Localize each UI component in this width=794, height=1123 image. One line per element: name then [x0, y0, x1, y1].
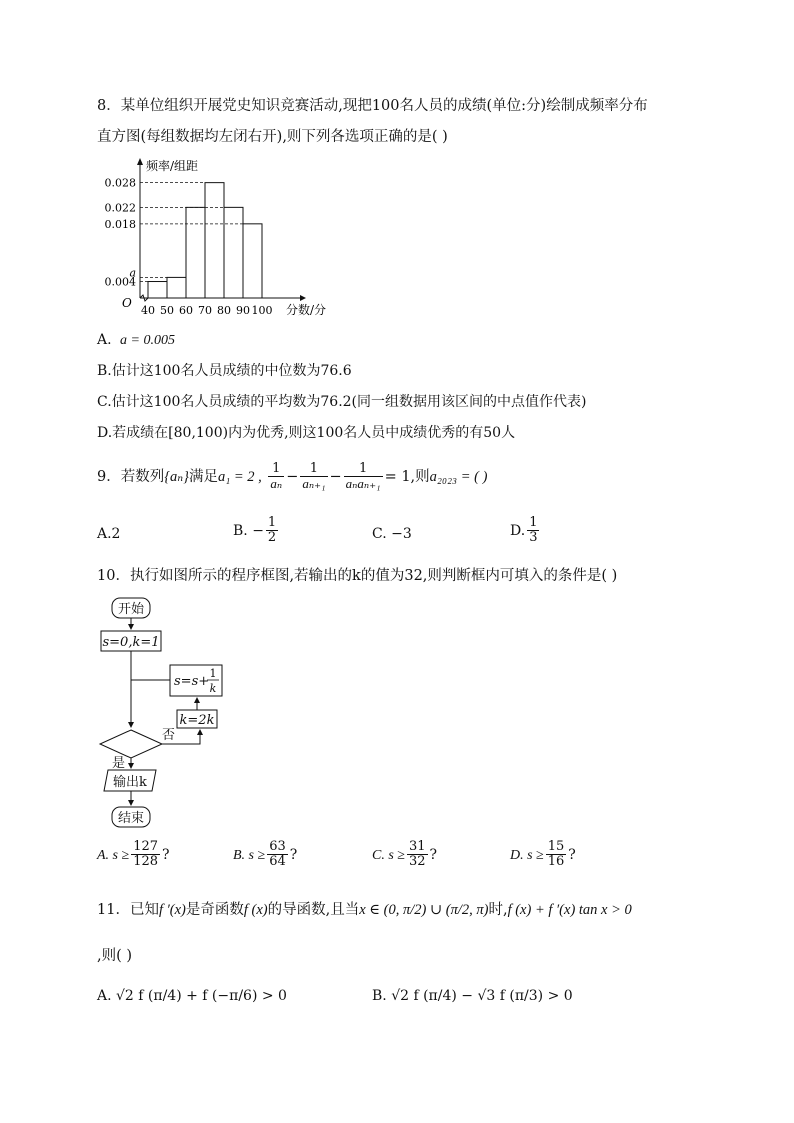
y-axis-label: 频率/组距 — [146, 159, 199, 173]
q11-option-a: A. √2 f (π/4) + f (−π/6) > 0 — [97, 988, 287, 1004]
q10-option-c: C. s ≥ $\frac{31}{32}$ ? — [372, 839, 438, 870]
flow-output-label: 输出k — [113, 775, 147, 790]
x-tick-label: 100 — [251, 304, 273, 317]
q9-frac-3: $\frac{1}{\text{aₙaₙ₊₁}}$ — [345, 461, 381, 492]
histogram-bar — [186, 207, 205, 298]
flow-update-s-num: 1 — [209, 667, 217, 680]
y-tick-label: 0.028 — [104, 176, 136, 190]
x-tick-label: 90 — [236, 304, 250, 317]
flow-update-s-den: k — [209, 682, 217, 695]
y-axis-arrow — [137, 158, 143, 165]
q9-option-c: C. −3 — [372, 526, 412, 542]
x-tick-label: 70 — [198, 304, 212, 317]
x-tick-label: 80 — [217, 304, 231, 317]
q8-option-a-label: A. — [97, 332, 112, 348]
flow-start-label: 开始 — [117, 602, 145, 617]
q9-a1: a₁ = 2 , — [217, 468, 262, 485]
q8-option-b: B.估计这100名人员成绩的中位数为76.6 — [97, 363, 352, 379]
q9-frac-1: $\frac{1}{\text{aₙ}}$ — [270, 461, 283, 492]
flow-init-label: s=0,k=1 — [102, 635, 160, 650]
q8-option-d: D.若成绩在[80,100)内为优秀,则这100名人员中成绩优秀的有50人 — [97, 425, 516, 441]
y-tick-label: 0.018 — [104, 217, 136, 231]
y-tick-label: 0.004 — [104, 275, 136, 289]
flow-end-label: 结束 — [117, 811, 145, 826]
x-axis-label: 分数/分 — [286, 303, 327, 317]
q9-target: a₂₀₂₃ = ( ) — [429, 468, 488, 485]
q11-stem-line2: ,则( ) — [97, 948, 133, 964]
q9-prefix: 9．若数列 — [97, 468, 165, 485]
q10-option-d: D. s ≥ $\frac{15}{16}$ ? — [510, 839, 576, 870]
frequency-histogram — [90, 155, 350, 320]
q9-stem: 9．若数列{aₙ}满足a₁ = 2 , $\frac{1}{\text{aₙ}}$ − $\frac{1}{\text{aₙ₊₁}}$ − $\frac{1}{\text{aₙaₙ₊₁}}$ = 1,则a₂₀₂₃ = ( ) — [97, 461, 488, 492]
x-tick-label: 50 — [160, 304, 174, 317]
flow-no-label: 否 — [162, 728, 176, 743]
q9-sequence: {aₙ} — [164, 468, 189, 485]
x-tick-label: 60 — [179, 304, 193, 317]
q8-stem-line2: 直方图(每组数据均左闭右开),则下列各选项正确的是( ) — [97, 129, 448, 145]
histogram-bar — [167, 277, 186, 298]
q11-option-b: B. √2 f (π/4) − √3 f (π/3) > 0 — [372, 988, 573, 1004]
histogram-bar — [148, 282, 167, 298]
x-axis-arrow — [300, 295, 306, 301]
q9-mid: 满足 — [188, 468, 218, 485]
q9-option-d: D. $\frac{1}{3}$ — [510, 515, 538, 546]
y-tick-label: 0.022 — [104, 201, 136, 215]
q10-option-a: A. s ≥ $\frac{127}{128}$ ? — [97, 839, 170, 870]
q10-option-b: B. s ≥ $\frac{63}{64}$ ? — [233, 839, 298, 870]
histogram-bar — [205, 183, 224, 298]
q9-eq: = 1,则 — [384, 468, 430, 485]
origin-label: O — [122, 296, 132, 310]
flow-yes-label: 是 — [112, 756, 126, 771]
histogram-bar — [243, 224, 262, 298]
program-flowchart — [92, 595, 232, 835]
q9-frac-2: $\frac{1}{\text{aₙ₊₁}}$ — [302, 461, 326, 492]
q8-option-a-expr: a = 0.005 — [120, 333, 175, 348]
flow-update-k-label: k=2k — [179, 713, 215, 728]
q9-option-b: B. − $\frac{1}{2}$ — [233, 515, 277, 546]
q8-option-c: C.估计这100名人员成绩的平均数为76.2(同一组数据用该区间的中点值作代表) — [97, 394, 587, 410]
histogram-bar — [224, 207, 243, 298]
y-tick-label: a — [129, 266, 136, 280]
q11-stem-line1: 11．已知f ′(x)是奇函数f (x)的导函数,且当x ∈ (0, π/2) ∪ (π/2, π)时,f (x) + f ′(x) tan x > 0 — [97, 902, 632, 918]
q10-stem: 10．执行如图所示的程序框图,若输出的k的值为32,则判断框内可填入的条件是( ) — [97, 568, 618, 584]
flow-decision-diamond — [100, 730, 162, 758]
flow-update-s-label: s=s+ — [174, 674, 210, 689]
q8-stem-line1: 8．某单位组织开展党史知识竞赛活动,现把100名人员的成绩(单位:分)绘制成频率分布 — [97, 98, 648, 114]
q9-option-a: A.2 — [97, 526, 121, 542]
x-tick-label: 40 — [141, 304, 155, 317]
q8-option-a — [97, 332, 175, 350]
